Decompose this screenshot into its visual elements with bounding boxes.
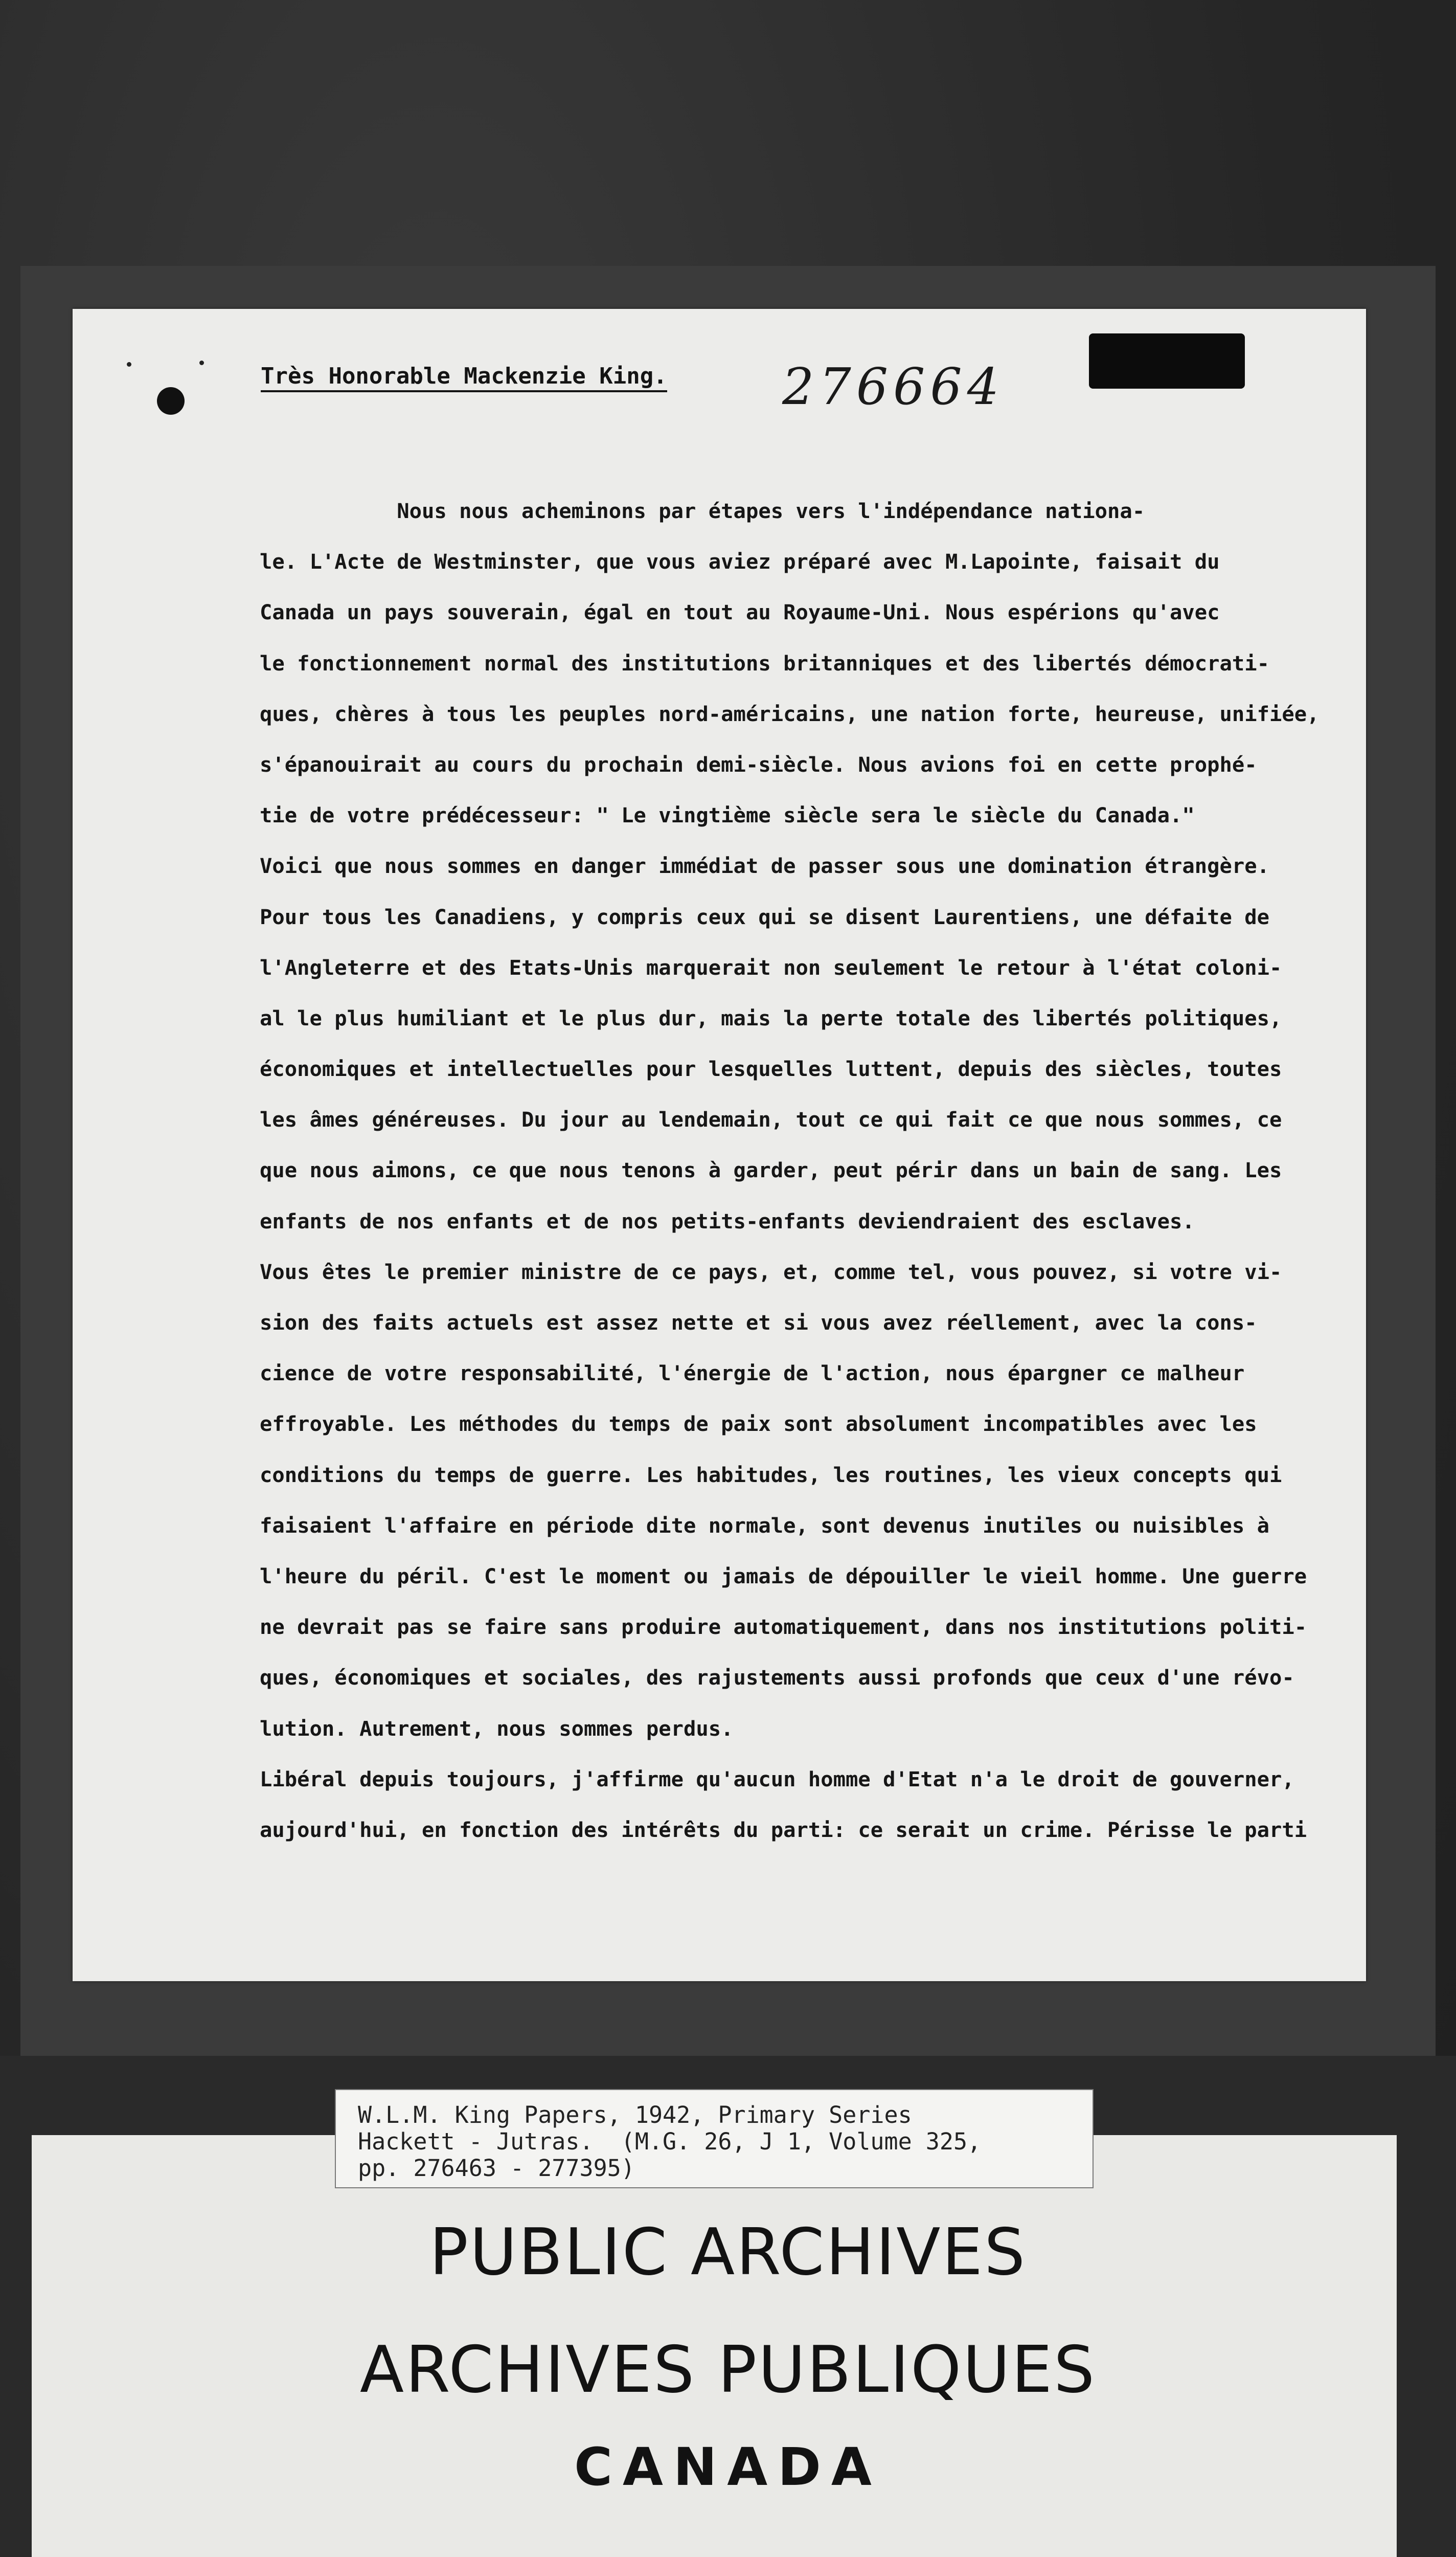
text-line: cience de votre responsabilité, l'énergie de l'action, nous épargner ce malheur xyxy=(260,1361,1245,1386)
text-line: tie de votre prédécesseur: " Le vingtième siècle sera le siècle du Canada." xyxy=(260,803,1195,828)
text-line: les âmes généreuses. Du jour au lendemain, tout ce qui fait ce que nous sommes, ce xyxy=(260,1107,1282,1132)
paper-speck xyxy=(199,361,204,365)
text-line: conditions du temps de guerre. Les habitudes, les routines, les vieux concepts qui xyxy=(260,1462,1282,1487)
text-line: Canada un pays souverain, égal en tout au Royaume-Uni. Nous espérions qu'avec xyxy=(260,600,1220,625)
text-line: l'Angleterre et des Etats-Unis marquerait non seulement le retour à l'état coloni- xyxy=(260,955,1282,980)
text-line: Nous nous acheminons par étapes vers l'indépendance nationa- xyxy=(260,499,1145,523)
archives-country: CANADA xyxy=(574,2437,882,2498)
text-line: l'heure du péril. C'est le moment ou jamais de dépouiller le vieil homme. Une guerre xyxy=(260,1563,1307,1588)
text-line: Pour tous les Canadiens, y compris ceux qui se disent Laurentiens, une défaite de xyxy=(260,904,1270,929)
text-line: enfants de nos enfants et de nos petits-enfants deviendraient des esclaves. xyxy=(260,1208,1195,1233)
text-line: ques, économiques et sociales, des rajustements aussi profonds que ceux d'une révo- xyxy=(260,1665,1294,1690)
reference-label-text xyxy=(358,2102,981,2182)
addressee-heading: Très Honorable Mackenzie King. xyxy=(261,363,667,392)
paper-speck xyxy=(127,362,131,367)
text-line: lution. Autrement, nous sommes perdus. xyxy=(260,1716,734,1741)
text-line: le. L'Acte de Westminster, que vous aviez préparé avec M.Lapointe, faisait du xyxy=(260,549,1220,574)
punch-hole xyxy=(157,387,185,415)
text-line: s'épanouirait au cours du prochain demi-siècle. Nous avions foi en cette prophé- xyxy=(260,752,1257,777)
text-line: que nous aimons, ce que nous tenons à garder, peut périr dans un bain de sang. Les xyxy=(260,1158,1282,1183)
reference-line: W.L.M. King Papers, 1942, Primary Series xyxy=(358,2101,912,2128)
redaction-block xyxy=(1089,333,1245,389)
text-line: aujourd'hui, en fonction des intérêts du parti: ce serait un crime. Périsse le parti xyxy=(260,1817,1307,1842)
archives-title-english: PUBLIC ARCHIVES xyxy=(429,2214,1027,2290)
letter-body xyxy=(260,486,1344,1855)
archives-title-french: ARCHIVES PUBLIQUES xyxy=(359,2332,1097,2407)
text-line: ne devrait pas se faire sans produire automatiquement, dans nos institutions politi- xyxy=(260,1614,1307,1640)
text-line: Vous êtes le premier ministre de ce pays, et, comme tel, vous pouvez, si votre vi- xyxy=(260,1259,1282,1284)
reference-line: pp. 276463 - 277395) xyxy=(358,2155,635,2182)
text-line: ques, chères à tous les peuples nord-américains, une nation forte, heureuse, unifiée, xyxy=(260,701,1320,726)
text-line: Voici que nous sommes en danger immédiat de passer sous une domination étrangère. xyxy=(260,854,1270,879)
text-line: Libéral depuis toujours, j'affirme qu'aucun homme d'Etat n'a le droit de gouverner, xyxy=(260,1766,1294,1791)
handwritten-folio-number: 276664 xyxy=(782,358,1005,416)
text-line: al le plus humiliant et le plus dur, mais la perte totale des libertés politiques, xyxy=(260,1005,1282,1030)
reference-line: Hackett - Jutras. (M.G. 26, J 1, Volume 325, xyxy=(358,2128,982,2155)
text-line: effroyable. Les méthodes du temps de paix sont absolument incompatibles avec les xyxy=(260,1411,1257,1437)
text-line: économiques et intellectuelles pour lesquelles luttent, depuis des siècles, toutes xyxy=(260,1057,1282,1082)
text-line: sion des faits actuels est assez nette et si vous avez réellement, avec la cons- xyxy=(260,1310,1257,1335)
text-line: le fonctionnement normal des institutions britanniques et des libertés démocrati- xyxy=(260,651,1270,676)
text-line: faisaient l'affaire en période dite normale, sont devenus inutiles ou nuisibles à xyxy=(260,1513,1270,1538)
